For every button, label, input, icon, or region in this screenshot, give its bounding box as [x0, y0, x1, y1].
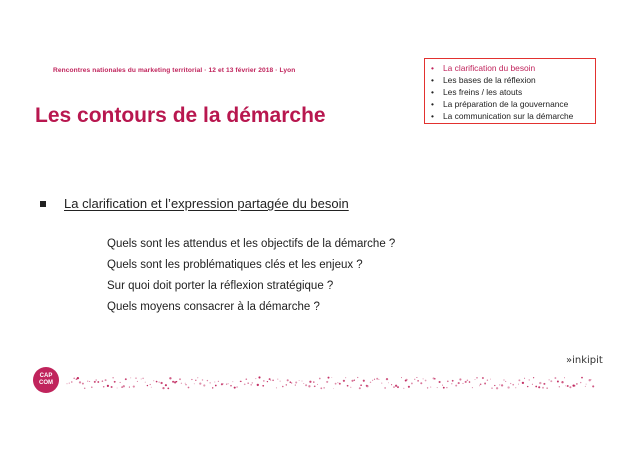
decorative-dot: [501, 384, 503, 386]
decorative-dot: [287, 379, 289, 381]
decorative-dot: [357, 377, 358, 378]
decorative-dot: [103, 386, 105, 388]
decorative-dot: [465, 381, 467, 383]
decorative-dot: [199, 382, 201, 384]
decorative-dot: [550, 380, 552, 382]
decorative-dot: [469, 381, 471, 383]
decorative-dot: [179, 378, 181, 380]
decorative-dot: [366, 385, 368, 387]
decorative-dot: [547, 388, 548, 389]
decorative-dot: [295, 381, 297, 383]
decorative-dot: [351, 380, 353, 382]
decorative-dot: [447, 380, 449, 382]
decorative-dot: [244, 383, 246, 385]
decorative-dot: [309, 381, 311, 383]
decorative-dot: [345, 377, 346, 378]
decorative-dot: [197, 377, 198, 378]
decorative-dot: [246, 378, 248, 380]
decorative-dot: [359, 387, 361, 389]
decorative-dot: [417, 380, 418, 381]
decorative-dot: [372, 380, 373, 381]
decorative-dot: [339, 383, 341, 385]
decorative-dot: [586, 384, 587, 385]
decorative-dot: [89, 381, 90, 382]
decorative-dot: [504, 380, 505, 381]
decorative-dot: [299, 380, 300, 381]
decorative-dot: [112, 377, 113, 378]
decorative-dots: [66, 376, 598, 390]
decorative-dot: [194, 383, 195, 384]
decorative-dot: [202, 379, 203, 380]
decorative-dot: [102, 380, 104, 382]
decorative-dot: [420, 382, 422, 384]
decorative-dot: [487, 380, 488, 381]
decorative-dot: [451, 383, 452, 384]
decorative-dot: [71, 381, 72, 382]
decorative-dot: [165, 384, 167, 386]
decorative-dot: [247, 382, 249, 384]
decorative-dot: [490, 379, 491, 380]
decorative-dot: [240, 381, 241, 382]
decorative-dot: [91, 386, 93, 388]
decorative-dot: [258, 376, 260, 378]
decorative-dot: [137, 381, 138, 382]
decorative-dot: [561, 381, 563, 383]
decorative-dot: [228, 383, 229, 384]
decorative-dot: [443, 387, 445, 389]
decorative-dot: [234, 387, 236, 389]
decorative-dot: [574, 385, 576, 387]
decorative-dot: [354, 380, 355, 381]
decorative-dot: [425, 380, 427, 382]
decorative-dot: [533, 377, 534, 378]
decorative-dot: [169, 377, 171, 379]
decorative-dot: [230, 385, 232, 387]
decorative-dot: [505, 381, 506, 382]
decorative-dot: [84, 388, 86, 390]
decorative-dot: [95, 379, 97, 381]
decorative-dot: [222, 383, 223, 384]
question-item: Quels moyens consacrer à la démarche ?: [107, 301, 320, 313]
question-item: Quels sont les problématiques clés et les enjeux ?: [107, 259, 363, 271]
decorative-dot: [210, 382, 211, 383]
decorative-dot: [496, 387, 498, 389]
decorative-dot: [491, 387, 493, 389]
decorative-dot: [482, 377, 484, 379]
decorative-dot: [522, 382, 524, 384]
decorative-dot: [176, 381, 178, 383]
decorative-dot: [476, 377, 478, 379]
decorative-dot: [592, 385, 594, 387]
decorative-dot: [397, 386, 399, 388]
decorative-dot: [290, 381, 292, 383]
capcom-logo-line1: CAP: [39, 373, 53, 379]
decorative-dot: [518, 384, 519, 385]
decorative-dot: [141, 378, 142, 379]
question-item: Quels sont les attendus et les objectifs de la démarche ?: [107, 238, 396, 250]
decorative-dot: [319, 378, 321, 380]
question-list: [107, 236, 395, 320]
decorative-dot: [437, 387, 438, 388]
decorative-dot: [434, 378, 436, 380]
inkipit-mark-icon: »: [566, 355, 573, 366]
decorative-dot: [135, 377, 136, 378]
decorative-dot: [277, 379, 278, 380]
decorative-dot: [295, 385, 296, 386]
decorative-dot: [532, 384, 533, 385]
decorative-dot: [395, 385, 397, 387]
decorative-dot: [363, 380, 365, 382]
decorative-dot: [125, 378, 127, 380]
decorative-dot: [302, 381, 303, 382]
decorative-dot: [337, 382, 338, 383]
decorative-dot: [181, 383, 182, 384]
decorative-dot: [117, 388, 118, 389]
decorative-dot: [303, 383, 304, 384]
decorative-dot: [360, 384, 362, 386]
decorative-dot: [494, 385, 495, 386]
decorative-dot: [291, 382, 292, 383]
decorative-dot: [153, 380, 154, 381]
decorative-dot: [159, 382, 160, 383]
decorative-dot: [270, 380, 271, 381]
decorative-dot: [133, 386, 135, 388]
decorative-dot: [150, 384, 151, 385]
decorative-dot: [559, 386, 560, 387]
agenda-item: • La communication sur la démarche: [431, 110, 591, 122]
decorative-dot: [554, 377, 556, 379]
decorative-dot: [326, 381, 328, 383]
decorative-dot: [391, 384, 392, 385]
decorative-dot: [331, 377, 332, 378]
decorative-dot: [381, 383, 382, 384]
inkipit-logo-text: inkipit: [572, 355, 603, 366]
decorative-dot: [411, 382, 413, 384]
decorative-dot: [67, 383, 68, 384]
decorative-dot: [557, 381, 559, 383]
decorative-dot: [269, 378, 271, 380]
main-bullet: [40, 196, 349, 211]
decorative-dot: [252, 382, 254, 384]
decorative-dot: [452, 380, 454, 382]
decorative-dot: [317, 384, 318, 385]
decorative-dot: [162, 387, 164, 389]
decorative-dot: [188, 387, 190, 389]
decorative-dot: [129, 387, 130, 388]
decorative-dot: [384, 387, 385, 388]
decorative-dot: [416, 377, 417, 378]
decorative-dot: [484, 383, 486, 385]
decorative-dot: [510, 383, 511, 384]
capcom-logo-line2: COM: [39, 380, 53, 386]
decorative-dot: [328, 377, 330, 379]
decorative-dot: [79, 381, 81, 383]
decorative-dot: [69, 383, 70, 384]
decorative-dot: [156, 381, 158, 383]
decorative-dot: [151, 387, 152, 388]
decorative-dot: [512, 384, 514, 386]
decorative-dot: [401, 377, 402, 378]
decorative-dot: [324, 387, 325, 388]
decorative-dot: [480, 383, 482, 385]
decorative-dot: [203, 384, 205, 386]
decorative-dot: [446, 387, 447, 388]
decorative-dot: [226, 384, 227, 385]
decorative-dot: [518, 379, 520, 381]
decorative-dot: [458, 382, 460, 384]
decorative-dot: [120, 382, 121, 383]
decorative-dot: [459, 378, 461, 380]
decorative-dot: [215, 385, 217, 387]
agenda-item: • Les freins / les atouts: [431, 86, 591, 98]
decorative-dot: [286, 384, 287, 385]
decorative-dot: [388, 382, 389, 383]
decorative-dot: [542, 387, 544, 389]
decorative-dot: [567, 385, 569, 387]
decorative-dot: [430, 387, 431, 388]
decorative-dot: [408, 386, 410, 388]
agenda-item: • La préparation de la gouvernance: [431, 98, 591, 110]
question-item: Sur quoi doit porter la réflexion stratégique ?: [107, 280, 334, 292]
decorative-dot: [539, 382, 541, 384]
decorative-dot: [282, 386, 284, 388]
decorative-dot: [212, 387, 213, 388]
decorative-dot: [107, 385, 109, 387]
decorative-dot: [524, 378, 525, 379]
decorative-dot: [111, 386, 113, 388]
decorative-dot: [427, 387, 428, 388]
decorative-dot: [94, 381, 96, 383]
decorative-dot: [543, 383, 545, 385]
decorative-dot: [308, 385, 310, 387]
decorative-dot: [185, 383, 186, 384]
decorative-dot: [350, 387, 351, 388]
agenda-box: [424, 58, 596, 124]
decorative-dot: [569, 386, 571, 388]
decorative-dot: [591, 379, 592, 380]
decorative-dot: [147, 385, 148, 386]
decorative-dot: [167, 387, 169, 389]
decorative-dot: [455, 385, 457, 387]
decorative-dot: [97, 381, 99, 383]
decorative-dot: [580, 382, 581, 383]
decorative-dot: [576, 383, 578, 385]
event-line: Rencontres nationales du marketing territorial · 12 et 13 février 2018 · Lyon: [53, 67, 296, 74]
decorative-dot: [439, 381, 441, 383]
decorative-dot: [393, 386, 394, 387]
decorative-dot: [87, 381, 88, 382]
decorative-dot: [564, 377, 565, 378]
decorative-dot: [121, 386, 123, 388]
decorative-dot: [130, 377, 131, 378]
decorative-dot: [214, 382, 215, 383]
decorative-dot: [218, 381, 219, 382]
decorative-dot: [314, 385, 316, 387]
decorative-dot: [414, 379, 415, 380]
decorative-dot: [463, 383, 464, 384]
decorative-dot: [305, 384, 307, 386]
decorative-dot: [335, 383, 337, 385]
decorative-dot: [507, 386, 509, 388]
decorative-dot: [406, 379, 408, 381]
decorative-dot: [515, 387, 516, 388]
decorative-dot: [142, 378, 143, 379]
decorative-dot: [320, 387, 322, 389]
decorative-dot: [535, 386, 537, 388]
capcom-logo: [33, 367, 59, 393]
decorative-dot: [185, 384, 186, 385]
decorative-dot: [262, 385, 264, 387]
inkipit-logo: [566, 355, 603, 366]
decorative-dot: [236, 386, 238, 388]
decorative-dot: [145, 382, 146, 383]
decorative-dot: [82, 383, 84, 385]
decorative-dot: [123, 385, 125, 387]
decorative-dot: [376, 378, 378, 380]
decorative-dot: [73, 378, 75, 380]
decorative-dot: [499, 384, 500, 385]
decorative-dot: [565, 385, 566, 386]
decorative-dot: [257, 384, 259, 386]
decorative-dot: [207, 380, 208, 381]
decorative-dot: [581, 377, 583, 379]
main-bullet-text: La clarification et l’expression partagée du besoin: [64, 196, 349, 211]
decorative-dot: [347, 385, 349, 387]
square-bullet-icon: [40, 201, 46, 207]
decorative-dot: [77, 377, 79, 379]
decorative-dot: [479, 385, 480, 386]
decorative-dot: [386, 378, 388, 380]
decorative-dot: [105, 379, 107, 381]
decorative-dot: [333, 388, 334, 389]
decorative-dot: [378, 379, 379, 380]
decorative-dot: [172, 381, 174, 383]
decorative-dot: [195, 380, 196, 381]
decorative-dot: [472, 387, 473, 388]
decorative-dot: [267, 381, 268, 382]
page-title: Les contours de la démarche: [35, 104, 326, 127]
decorative-dot: [589, 379, 591, 381]
decorative-dot: [160, 382, 162, 384]
decorative-dot: [280, 381, 281, 382]
decorative-dot: [549, 379, 550, 380]
decorative-dot: [250, 384, 252, 386]
decorative-dot: [343, 380, 345, 382]
decorative-dot: [114, 381, 116, 383]
decorative-dot: [370, 382, 371, 383]
agenda-item: • La clarification du besoin: [431, 62, 591, 74]
decorative-dot: [313, 381, 314, 382]
decorative-dot: [276, 387, 277, 388]
decorative-dot: [272, 380, 274, 382]
agenda-item: • Les bases de la réflexion: [431, 74, 591, 86]
decorative-dot: [475, 379, 476, 380]
decorative-dot: [255, 378, 256, 379]
decorative-dot: [374, 379, 375, 380]
decorative-dot: [403, 388, 404, 389]
decorative-dot: [467, 380, 469, 382]
decorative-dot: [585, 386, 586, 387]
decorative-dot: [442, 385, 443, 386]
decorative-dot: [232, 381, 233, 382]
decorative-dot: [529, 379, 530, 380]
decorative-dot: [423, 378, 424, 379]
decorative-dot: [527, 386, 528, 387]
decorative-dot: [263, 380, 265, 382]
decorative-dot: [191, 379, 192, 380]
decorative-dot: [538, 386, 540, 388]
